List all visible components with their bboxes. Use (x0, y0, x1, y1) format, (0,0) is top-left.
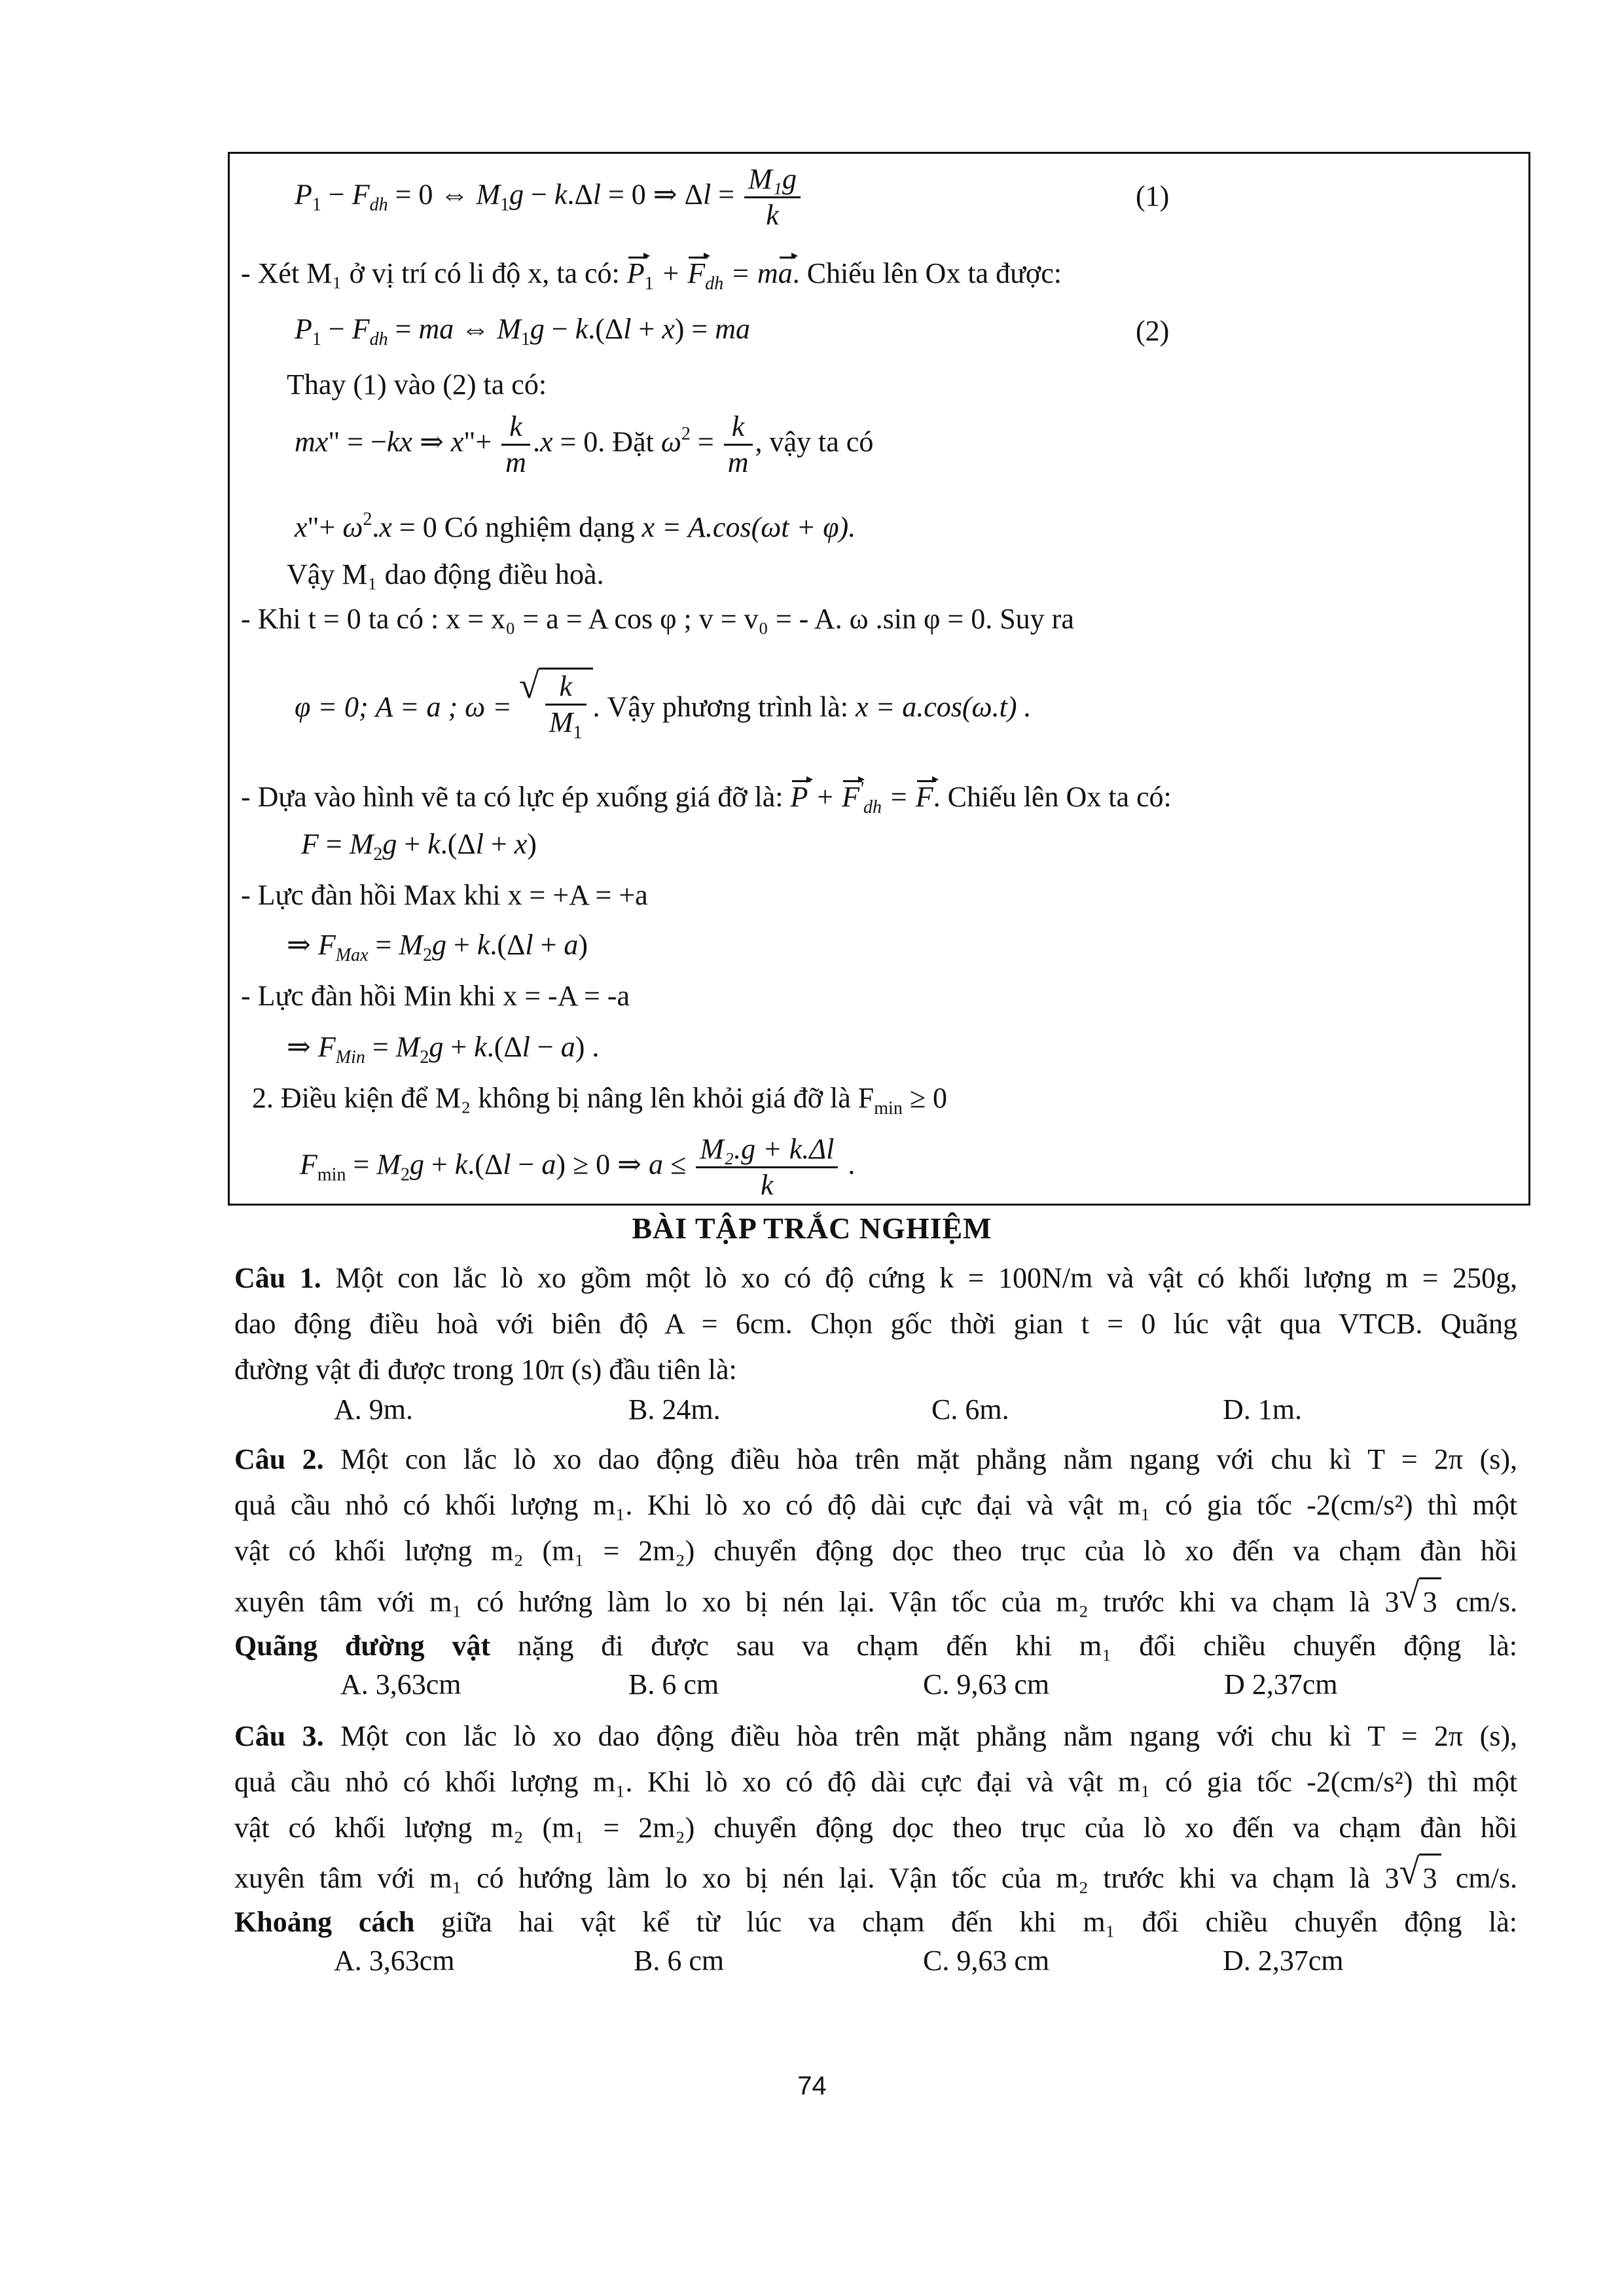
q2-option-a[interactable]: A. 3,63cm (340, 1668, 461, 1700)
q2-label: Câu 2. (234, 1443, 324, 1475)
ode-tail: Có nghiệm dạng (444, 511, 635, 543)
q2-text-1: Một con lắc lò xo dao động điều hòa trên mặt phẳng nằm ngang với chu kì T = 2π (s), (340, 1443, 1518, 1475)
q1-option-b[interactable]: B. 24m. (628, 1393, 721, 1426)
khi-t0-line: - Khi t = 0 ta có : x = x₀ = a = A cos φ ; v = v₀ = - A. ω .sin φ = 0. Suy ra (241, 603, 1074, 635)
vay-dao-dong: Vậy M₁ dao động điều hoà. (287, 558, 604, 590)
ode-line: x"+ $\omega^2.x = 0$ Có nghiệm dạng x = A.cos(ωt + φ). (295, 509, 856, 543)
condition-line (252, 1080, 947, 1127)
condition-sub: min (874, 1098, 903, 1119)
section-title: BÀI TẬP TRẮC NGHIỆM (632, 1211, 992, 1245)
fmin-numerator: M₂.g + k.Δl (700, 1133, 835, 1165)
q2-text-5: nặng đi được sau va chạm đến khi m₁ đổi chiều chuyển động là: (517, 1630, 1517, 1662)
equation-tag-2: (2) (1136, 315, 1170, 347)
q3-label: Câu 3. (234, 1720, 324, 1752)
q3-line-1 (234, 1713, 1517, 1759)
q1-line-3: đường vật đi được trong 10π (s) đầu tiên là: (234, 1354, 737, 1386)
q1-option-a[interactable]: A. 9m. (334, 1393, 413, 1426)
phi-line (295, 668, 1032, 750)
thay-line: Thay (1) vào (2) ta có: (287, 368, 547, 401)
q2-option-c[interactable]: C. 9,63 cm (923, 1668, 1050, 1700)
vay-ta-co-text: , vậy ta có (755, 425, 874, 458)
q2-line-3: vật có khối lượng m₂ (m₁ = 2m₂) chuyển động dọc theo trục của lò xo đến va chạm đàn hồi (234, 1535, 1517, 1567)
q3-line-5 (234, 1899, 1517, 1945)
xet-line: - Xét M₁ ở vị trí có li độ x, ta có: $P_1 + F_{dh}$ = ma. Chiếu lên Ox ta được: (241, 255, 1062, 302)
q3-line-4 (234, 1854, 1517, 1901)
xet-tail: . Chiếu lên Ox ta được: (792, 257, 1062, 289)
page-number: 74 (797, 2072, 827, 2100)
condition-text: 2. Điều kiện để M₂ không bị nâng lên khỏi giá đỡ là F (252, 1082, 875, 1114)
q3-option-d[interactable]: D. 2,37cm (1223, 1945, 1344, 1977)
phi-tail: . Vậy phương trình là: (592, 691, 849, 723)
denominator: k (744, 196, 801, 232)
sqrt-k-over-m1: √ $\frac{k}{M_1}$ (519, 668, 593, 750)
q1-line-2: dao động điều hoà với biên độ A = 6cm. Chọn gốc thời gian t = 0 lúc vật qua VTCB. Quãng (234, 1308, 1517, 1340)
sqrt-3: √ 3 (1399, 1577, 1441, 1625)
q3-text-1: Một con lắc lò xo dao động điều hòa trên mặt phẳng nằm ngang với chu kì T = 2π (s), (340, 1720, 1518, 1752)
fmin-equation: $F_{min} = M_2g + k.(\Delta l - a) \ge 0$ ⇒ a ≤ $\frac{\text{M₂.g + k.Δl}}{k}$ . (300, 1133, 856, 1201)
xet-text: - Xét M₁ ở vị trí có li độ x, ta có: (241, 257, 620, 289)
phi-text: φ = 0; A = a ; ω = (295, 691, 512, 723)
q3-line-2: quả cầu nhỏ có khối lượng m₁. Khi lò xo có độ dài cực đại và vật m₁ có gia tốc -2(cm/s²) thì một (234, 1766, 1517, 1798)
numerator: M₁g (748, 163, 797, 195)
q2-unit: cm/s. (1455, 1586, 1518, 1618)
equation-tag-1: (1) (1136, 180, 1170, 212)
q2-bold-lead: Quãng đường vật (234, 1630, 491, 1662)
q3-text-4: xuyên tâm với m₁ có hướng làm lo xo bị nén lại. Vận tốc của m₂ trước khi va chạm là 3 (234, 1862, 1399, 1894)
sqrt-3: √ 3 (1399, 1854, 1441, 1901)
dat-text: . Đặt (598, 425, 654, 458)
dua-vao-line: - Dựa vào hình vẽ ta có lực ép xuống giá đỡ là: $P + F'_{dh} = F$. Chiếu lên Ox ta có: (241, 779, 1172, 817)
phi-equation: x = a.cos(ω.t) . (856, 691, 1032, 723)
fraction-k-m: $\frac{k}{m}$ (501, 410, 530, 480)
force-equation: $F = M_2g + k.(\Delta l + x)$ (301, 828, 537, 865)
equation-2: $P_1 - F_{dh}$ = ma ⇔ $M_1g - k.(\Delta l + x)$ = ma (295, 313, 751, 350)
q1-option-d[interactable]: D. 1m. (1223, 1393, 1302, 1426)
q3-line-3: vật có khối lượng m₂ (m₁ = 2m₂) chuyển động dọc theo trục của lò xo đến va chạm đàn hồi (234, 1812, 1517, 1844)
q3-option-c[interactable]: C. 9,63 cm (923, 1945, 1050, 1977)
q2-line-1 (234, 1437, 1517, 1482)
min-equation: ⇒ $F_{Min} = M_2g + k.(\Delta l - a)$ . (287, 1031, 600, 1067)
ode-solution: x = A.cos(ωt + φ). (641, 511, 856, 543)
dua-vao-text: - Dựa vào hình vẽ ta có lực ép xuống giá đỡ là: (241, 781, 784, 813)
fmin-denominator: k (696, 1166, 838, 1202)
q1-line-1 (234, 1255, 1517, 1301)
equation-1: $P_1 - F_{dh} = 0$ ⇔ $M_1g - k.\Delta l = 0$ ⇒ Δl = $\frac{\text{M₁g}}{k}$ (295, 162, 803, 232)
q3-option-b[interactable]: B. 6 cm (634, 1945, 725, 1977)
mx-equation: mx" = −kx ⇒ x"+ $\frac{k}{m}$ .x = 0. Đặt $\omega^2$ = $\frac{k}{m}$ , vậy ta có (295, 410, 874, 478)
condition-tail: ≥ 0 (902, 1082, 947, 1114)
fraction-delta-l (744, 162, 801, 232)
q1-option-c[interactable]: C. 6m. (931, 1393, 1009, 1426)
q2-line-4 (234, 1577, 1517, 1625)
q3-bold-lead: Khoảng cách (234, 1906, 415, 1938)
q3-option-a[interactable]: A. 3,63cm (334, 1945, 455, 1977)
q2-option-d[interactable]: D 2,37cm (1224, 1668, 1338, 1700)
q2-line-5 (234, 1623, 1517, 1669)
q1-label: Câu 1. (234, 1262, 321, 1294)
dua-vao-tail: . Chiếu lên Ox ta có: (933, 781, 1172, 813)
q2-option-b[interactable]: B. 6 cm (628, 1668, 719, 1700)
q2-text-4: xuyên tâm với m₁ có hướng làm lo xo bị nén lại. Vận tốc của m₂ trước khi va chạm là 3 (234, 1586, 1399, 1618)
max-equation: ⇒ $F_{Max} = M_2g + k.(\Delta l + a)$ (287, 929, 588, 965)
q3-unit: cm/s. (1455, 1862, 1518, 1894)
q3-text-5: giữa hai vật kể từ lúc va chạm đến khi m₁ đổi chiều chuyển động là: (441, 1906, 1518, 1938)
q1-text-1: Một con lắc lò xo gồm một lò xo có độ cứng k = 100N/m và vật có khối lượng m = 250g, (335, 1262, 1517, 1294)
fraction-fmin (696, 1132, 838, 1202)
min-text: - Lực đàn hồi Min khi x = -A = -a (241, 980, 630, 1012)
q2-line-2: quả cầu nhỏ có khối lượng m₁. Khi lò xo có độ dài cực đại và vật m₁ có gia tốc -2(cm/s²) thì một (234, 1489, 1517, 1521)
max-text: - Lực đàn hồi Max khi x = +A = +a (241, 879, 648, 911)
fraction-omega: $\frac{k}{m}$ (724, 410, 753, 480)
